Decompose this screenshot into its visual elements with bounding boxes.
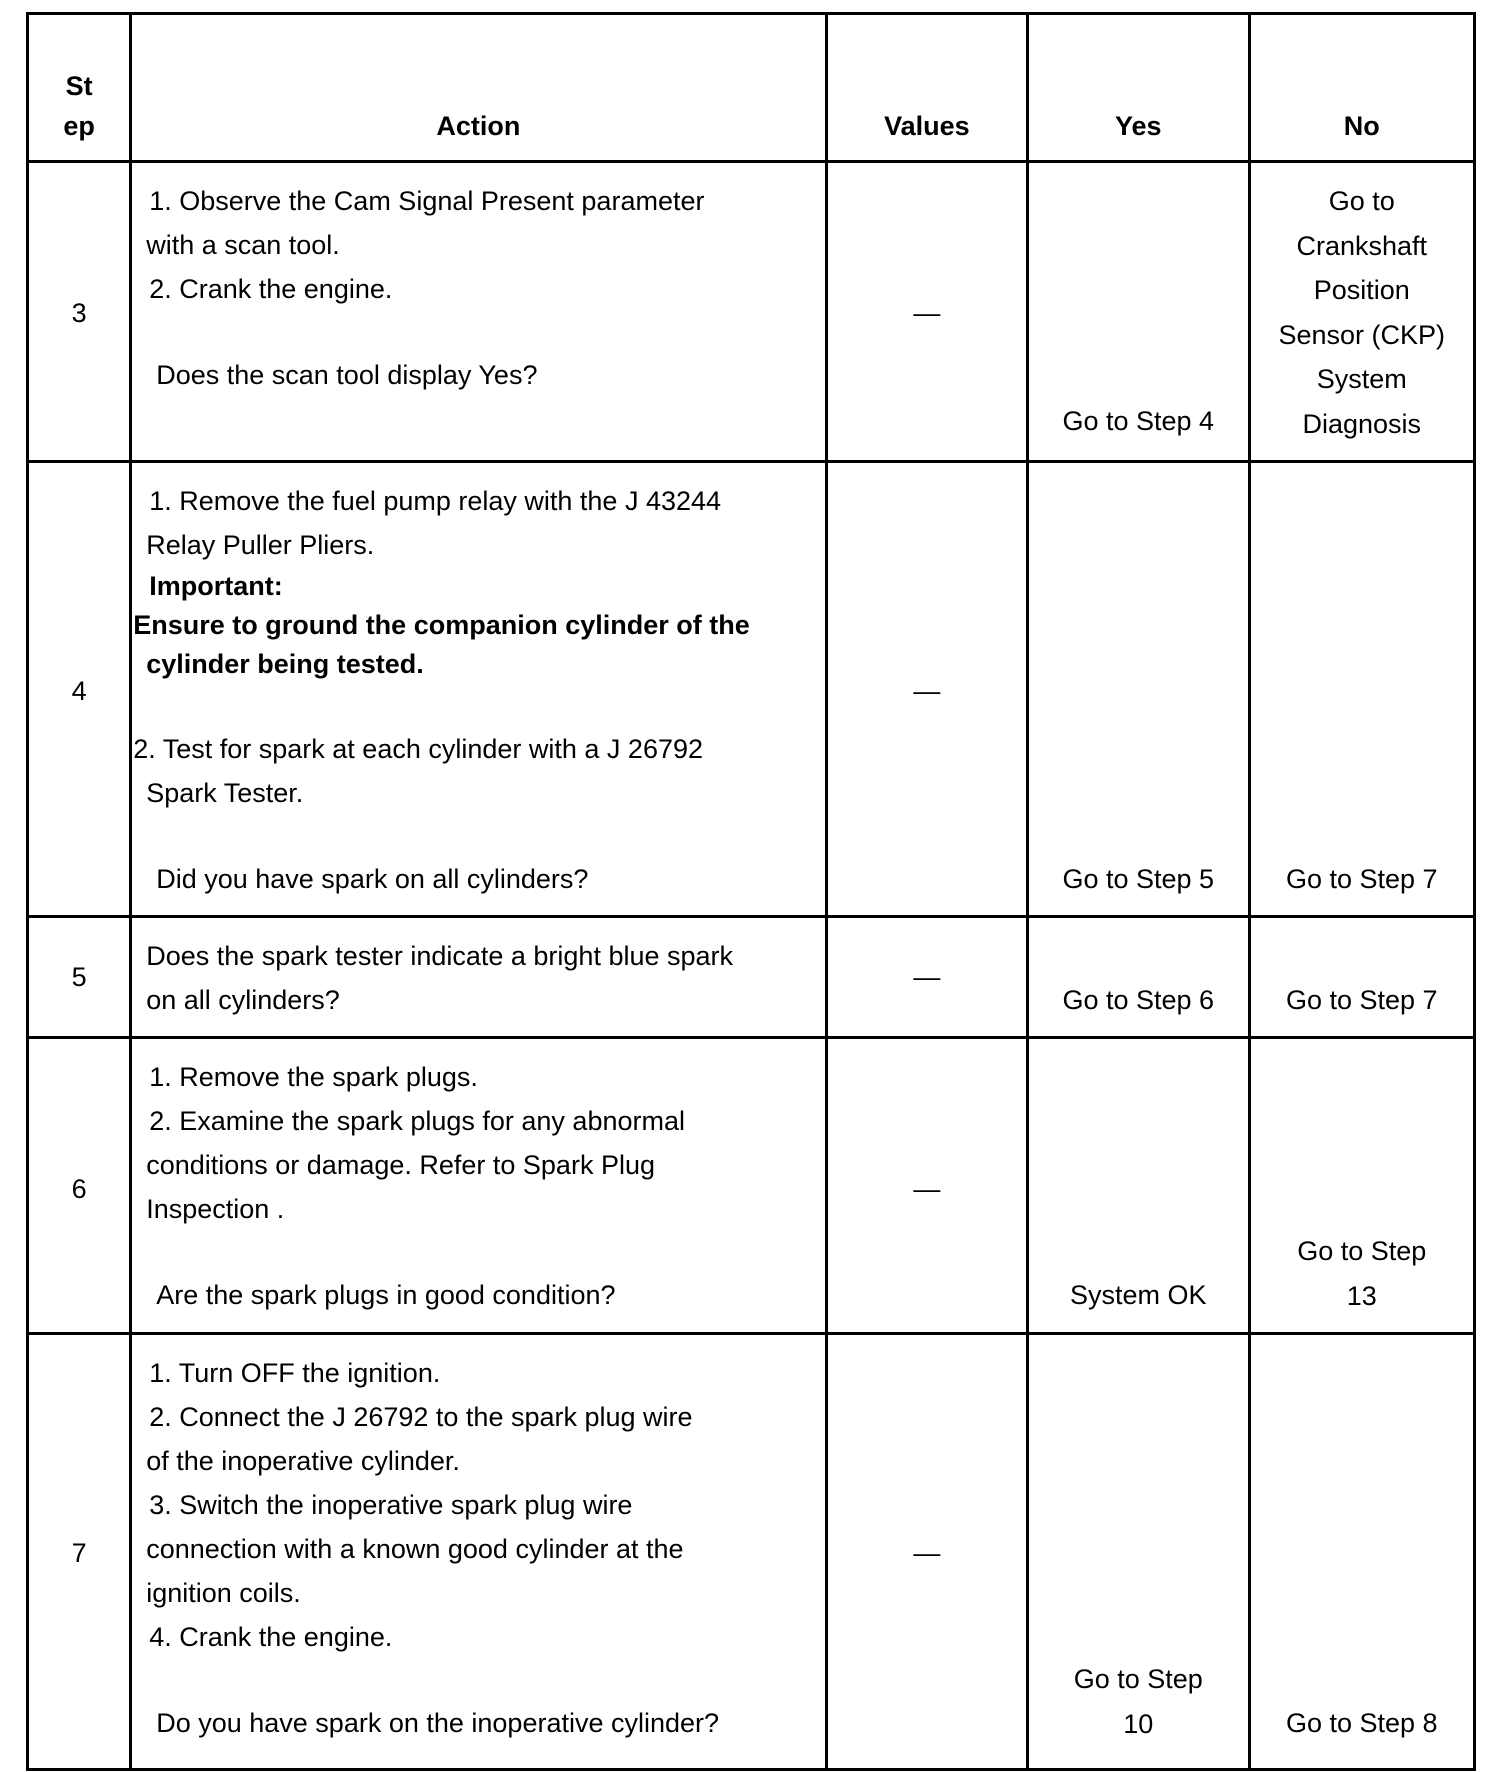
step-number: 4 [28,462,131,917]
action-line: Does the spark tester indicate a bright blue spark [146,941,734,971]
action-line: 3. Switch the inoperative spark plug wire [149,1490,633,1520]
no-cell [1249,1038,1475,1334]
header-values: Values [826,14,1027,162]
action-line: 2. Examine the spark plugs for any abnormal [149,1106,685,1136]
action-cell [131,917,826,1038]
header-step: St ep [28,14,131,162]
action-question: Do you have spark on the inoperative cylinder? [156,1708,720,1738]
goto-link[interactable]: Go to Step 8 [1285,1708,1438,1738]
goto-link[interactable]: System OK [1070,1280,1207,1310]
goto-link[interactable]: Go to Step 10 [1073,1664,1203,1739]
no-cell [1249,462,1475,917]
header-no: No [1249,14,1475,162]
header-row [28,14,1475,162]
values-cell: — [826,162,1027,462]
action-cell [131,462,826,917]
step-number: 6 [28,1038,131,1334]
diagnostic-table [26,12,1476,1771]
important-note: cylinder being tested. [146,649,424,679]
action-question: Did you have spark on all cylinders? [156,864,589,894]
action-line: 1. Remove the fuel pump relay with the J 43244 [149,486,722,516]
action-line: Inspection . [146,1194,285,1224]
action-question: on all cylinders? [146,985,340,1015]
no-cell [1249,917,1475,1038]
action-line: 2. Crank the engine. [149,274,393,304]
yes-cell [1028,1038,1249,1334]
goto-link[interactable]: Go to Crankshaft Position Sensor (CKP) System Diagnosis [1278,186,1446,439]
action-line: of the inoperative cylinder. [146,1446,460,1476]
values-cell: — [826,917,1027,1038]
action-line: Spark Tester. [146,778,304,808]
goto-link[interactable]: Go to Step 5 [1062,864,1215,894]
action-cell [131,1334,826,1770]
action-cell [131,162,826,462]
action-line: 1. Observe the Cam Signal Present parameter [149,186,705,216]
goto-link[interactable]: Go to Step 13 [1297,1236,1427,1311]
yes-cell [1028,162,1249,462]
action-line: 2. Connect the J 26792 to the spark plug wire [149,1402,693,1432]
important-label: Important: [149,571,283,601]
goto-link[interactable]: Go to Step 7 [1285,864,1438,894]
action-line: 1. Remove the spark plugs. [149,1062,478,1092]
header-action: Action [131,14,826,162]
no-cell [1249,162,1475,462]
table-row [28,462,1475,917]
action-line: ignition coils. [146,1578,301,1608]
values-cell: — [826,1038,1027,1334]
action-line: connection with a known good cylinder at the [146,1534,684,1564]
step-number: 5 [28,917,131,1038]
no-cell [1249,1334,1475,1770]
step-number: 3 [28,162,131,462]
action-line: 1. Turn OFF the ignition. [149,1358,441,1388]
goto-link[interactable]: Go to Step 6 [1062,985,1215,1015]
important-note: Ensure to ground the companion cylinder of the [133,610,750,640]
values-cell: — [826,1334,1027,1770]
yes-cell [1028,1334,1249,1770]
action-line: with a scan tool. [146,230,340,260]
table-row [28,1038,1475,1334]
goto-link[interactable]: Go to Step 7 [1285,985,1438,1015]
step-number: 7 [28,1334,131,1770]
header-yes: Yes [1028,14,1249,162]
action-line: 2. Test for spark at each cylinder with a J 26792 [133,734,704,764]
table-row [28,1334,1475,1770]
action-line: conditions or damage. Refer to Spark Plug [146,1150,655,1180]
yes-cell [1028,917,1249,1038]
values-cell: — [826,462,1027,917]
goto-link[interactable]: Go to Step 4 [1062,406,1215,436]
table-row [28,162,1475,462]
action-line: Relay Puller Pliers. [146,530,375,560]
action-line: 4. Crank the engine. [149,1622,393,1652]
table-row [28,917,1475,1038]
action-question: Does the scan tool display Yes? [156,360,538,390]
action-question: Are the spark plugs in good condition? [156,1280,616,1310]
yes-cell [1028,462,1249,917]
action-cell [131,1038,826,1334]
